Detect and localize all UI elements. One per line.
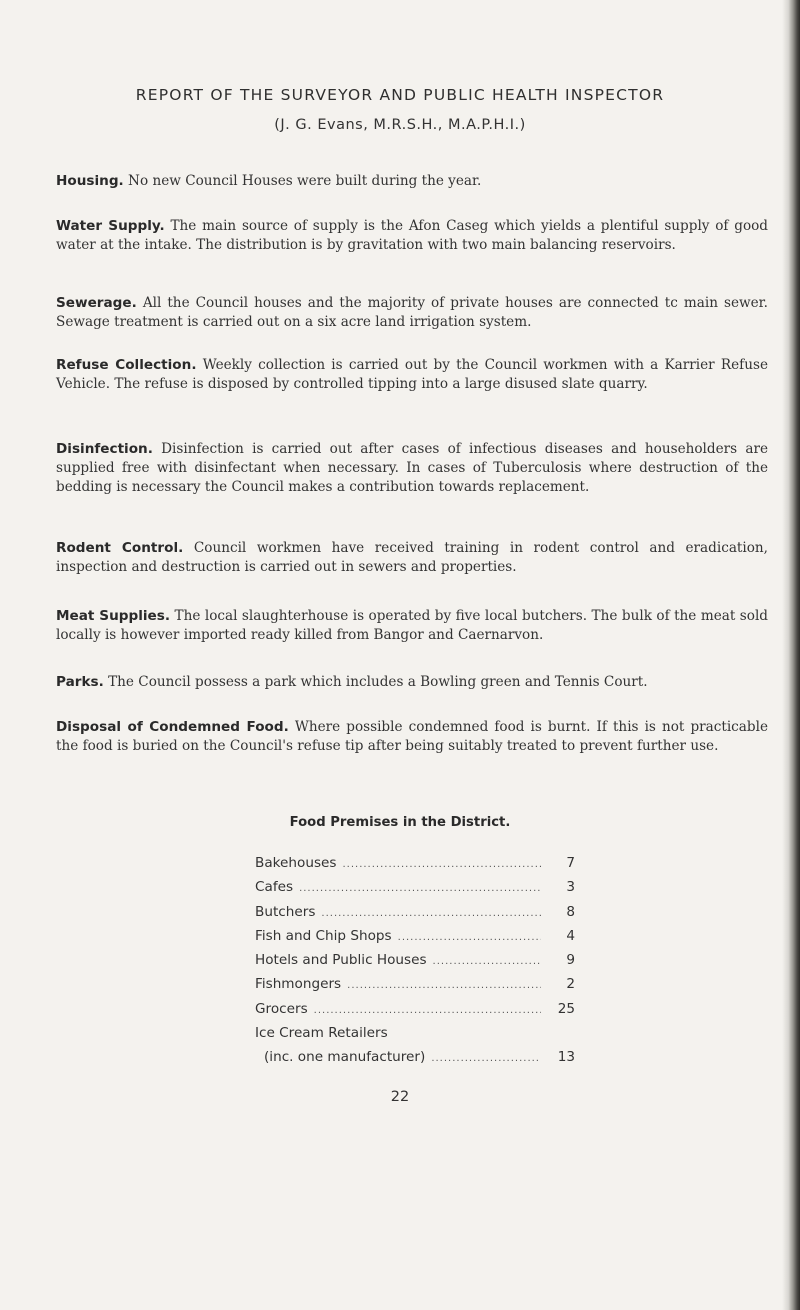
section-heading: Disposal of Condemned Food. [56, 719, 289, 735]
section-text: Disinfection is carried out after cases of infectious diseases and householders are supplied free with disinfectant when necessary. In cases of Tuberculosis where destruction of the bedding is necessary the Council makes a contribution towards replacement. [56, 441, 768, 495]
section-heading: Meat Supplies. [56, 608, 171, 624]
section-parks [56, 673, 768, 692]
section-water-supply [56, 217, 768, 255]
premises-label: Grocers [255, 1000, 308, 1017]
premises-label: Butchers [255, 903, 316, 920]
section-condemned-food [56, 718, 768, 756]
section-heading: Parks. [56, 674, 104, 690]
premises-label: (inc. one manufacturer) [264, 1049, 426, 1066]
section-heading: Disinfection. [56, 441, 153, 457]
dot-leader [321, 908, 541, 919]
section-text: The local slaughterhouse is operated by five local butchers. The bulk of the meat sold locally is however imported ready killed from Bangor and Caernarvon. [56, 608, 769, 643]
section-text: Where possible condemned food is burnt. If this is not practicable the food is buried on the Council's refuse tip after being suitably treated to prevent further use. [56, 719, 768, 754]
list-item [255, 879, 575, 903]
list-item [255, 1025, 575, 1049]
report-title: REPORT OF THE SURVEYOR AND PUBLIC HEALTH INSPECTOR [135, 86, 665, 104]
section-housing [56, 172, 768, 191]
section-meat-supplies [56, 607, 768, 645]
section-rodent-control [56, 539, 768, 577]
section-heading: Refuse Collection. [56, 357, 197, 373]
section-text: The main source of supply is the Afon Caseg which yields a plentiful supply of good water at the intake. The distribution is by gravitation with two main balancing reservoirs. [56, 218, 769, 253]
food-premises-list [255, 855, 575, 1074]
section-heading: Sewerage. [56, 295, 137, 311]
dot-leader [342, 859, 541, 870]
section-heading: Water Supply. [56, 218, 165, 234]
list-item [255, 904, 575, 928]
list-item [255, 1001, 575, 1025]
premises-count: 25 [557, 1000, 575, 1017]
scan-edge-shadow [782, 0, 800, 1310]
list-item [255, 928, 575, 952]
list-item [255, 1049, 575, 1073]
premises-count: 8 [566, 903, 575, 920]
dot-leader [433, 956, 541, 967]
premises-label: Bakehouses [255, 855, 337, 871]
list-item [255, 855, 575, 879]
section-text: Council workmen have received training in rodent control and eradication, inspection and destruction is carried out in sewers and properties. [56, 540, 768, 575]
section-heading: Housing. [56, 173, 124, 189]
section-heading: Rodent Control. [56, 540, 184, 556]
premises-count: 13 [557, 1049, 575, 1066]
list-item [255, 952, 575, 976]
premises-count: 3 [566, 879, 575, 896]
premises-label: Ice Cream Retailers [255, 1025, 388, 1042]
section-text: The Council possess a park which includes a Bowling green and Tennis Court. [108, 674, 648, 690]
section-sewerage [56, 294, 768, 332]
food-premises-title: Food Premises in the District. [289, 815, 511, 830]
dot-leader [347, 980, 541, 991]
section-text: Weekly collection is carried out by the Council workmen with a Karrier Refuse Vehicle. The refuse is disposed by controlled tipping into a large disused slate quarry. [56, 357, 768, 392]
section-refuse-collection [56, 356, 768, 394]
premises-count: 7 [566, 855, 575, 871]
premises-count: 9 [566, 952, 575, 969]
premises-label: Cafes [255, 879, 294, 896]
premises-label: Hotels and Public Houses [255, 952, 427, 969]
premises-label: Fishmongers [255, 976, 342, 993]
dot-leader [299, 883, 541, 894]
premises-label: Fish and Chip Shops [255, 927, 392, 944]
section-text: No new Council Houses were built during the year. [128, 173, 482, 189]
section-disinfection [56, 440, 768, 497]
premises-count: 4 [566, 927, 575, 944]
premises-count: 2 [566, 976, 575, 993]
dot-leader [398, 932, 541, 943]
report-author: (J. G. Evans, M.R.S.H., M.A.P.H.I.) [274, 117, 526, 133]
dot-leader [314, 1005, 541, 1016]
dot-leader [431, 1053, 541, 1064]
list-item [255, 976, 575, 1000]
section-text: All the Council houses and the majority of private houses are connected tc main sewer. Sewage treatment is carried out on a six acre land irrigation system. [56, 295, 768, 330]
page-number: 22 [390, 1089, 410, 1105]
